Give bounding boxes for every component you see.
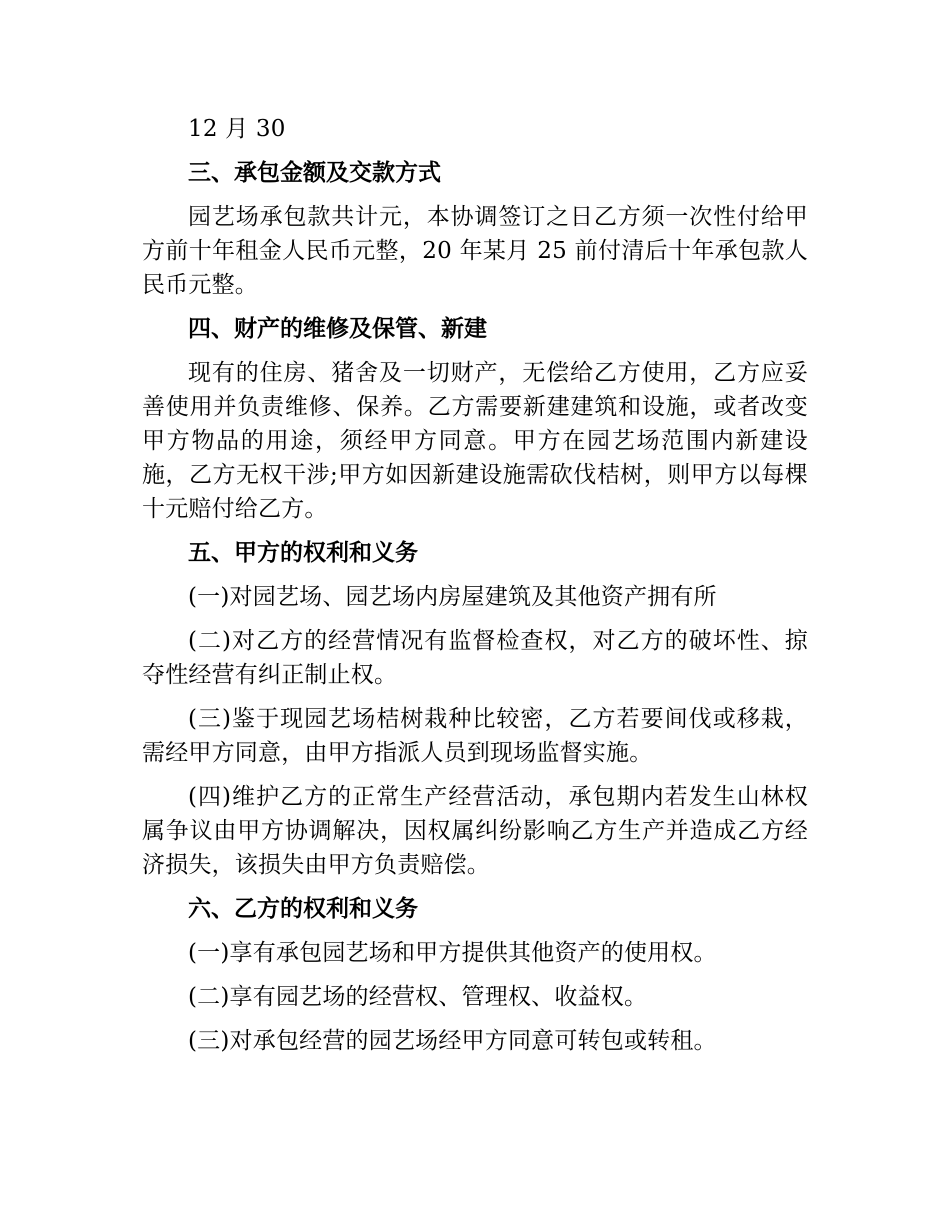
paragraph-date: 12 月 30: [188, 116, 286, 142]
paragraph-party-b-right-1: (一)享有承包园艺场和甲方提供其他资产的使用权。: [188, 940, 717, 966]
paragraph-party-a-right-3: (三)鉴于现园艺场桔树栽种比较密，乙方若要间伐或移栽，需经甲方同意，由甲方指派人员到现场监督实施。: [142, 706, 808, 766]
paragraph-party-b-right-3: (三)对承包经营的园艺场经甲方同意可转包或转租。: [188, 1028, 717, 1054]
paragraph-party-a-right-2: (二)对乙方的经营情况有监督检查权，对乙方的破坏性、掠夺性经营有纠正制止权。: [142, 628, 808, 688]
paragraph-party-a-right-1: (一)对园艺场、园艺场内房屋建筑及其他资产拥有所: [188, 584, 717, 610]
paragraph-party-a-right-4: (四)维护乙方的正常生产经营活动，承包期内若发生山林权属争议由甲方协调解决，因权属纠纷影响乙方生产并造成乙方经济损失，该损失由甲方负责赔偿。: [142, 784, 808, 878]
paragraph-party-b-right-2: (二)享有园艺场的经营权、管理权、收益权。: [188, 984, 648, 1010]
paragraph-contract-amount: 园艺场承包款共计元，本协调签订之日乙方须一次性付给甲方前十年租金人民币元整，20 年某月 25 前付清后十年承包款人民币元整。: [142, 204, 808, 298]
document-body: [142, 112, 808, 1068]
section-heading-6: 六、乙方的权利和义务: [188, 896, 418, 922]
paragraph-property-maintenance: 现有的住房、猪舍及一切财产，无偿给乙方使用，乙方应妥善使用并负责维修、保养。乙方需要新建建筑和设施，或者改变甲方物品的用途，须经甲方同意。甲方在园艺场范围内新建设施，乙方无权干涉;甲方如因新建设施需砍伐桔树，则甲方以每棵十元赔付给乙方。: [142, 360, 808, 522]
section-heading-5: 五、甲方的权利和义务: [188, 540, 418, 566]
section-heading-4: 四、财产的维修及保管、新建: [188, 316, 487, 342]
section-heading-3: 三、承包金额及交款方式: [188, 160, 441, 186]
